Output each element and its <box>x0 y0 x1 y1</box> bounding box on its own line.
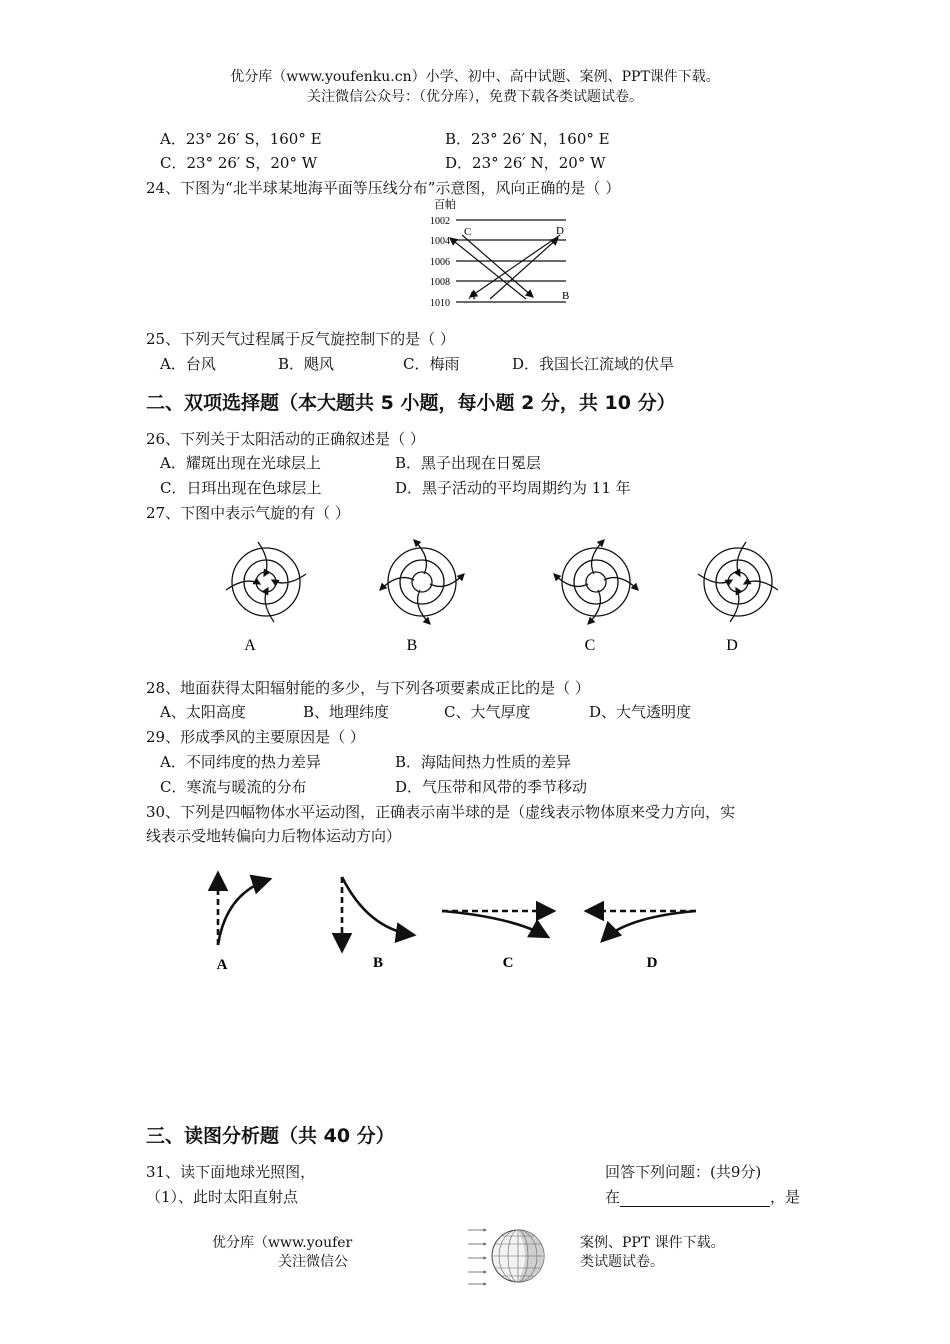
cyclone-label-a: A <box>244 637 256 654</box>
q23-option-b: B．23° 26′ N，160° E <box>445 130 610 148</box>
isobar-level-1006: 1006 <box>430 257 450 268</box>
section-2-title: 二、双项选择题（本大题共 5 小题，每小题 2 分，共 10 分） <box>146 392 676 414</box>
deflection-figure-d <box>586 911 696 941</box>
deflection-figure-c <box>442 911 554 937</box>
q23-option-a: A．23° 26′ S，160° E <box>160 130 322 148</box>
q29-option-c: C．寒流与暖流的分布 <box>160 778 307 796</box>
q26-option-d: D．黑子活动的平均周期约为 11 年 <box>395 479 631 497</box>
footer-line-1-right: 案例、PPT 课件下载。 <box>580 1235 725 1251</box>
q31-sub1-in: 在 <box>605 1188 621 1206</box>
section-3-title: 三、读图分析题（共 40 分） <box>146 1125 395 1147</box>
q28-option-a: A、太阳高度 <box>160 703 246 721</box>
q28-option-c: C、大气厚度 <box>444 703 531 721</box>
deflection-label-c: C <box>502 955 514 971</box>
q31-sub1-end: ，是 <box>770 1188 801 1206</box>
q24-stem: 24、下图为“北半球某地海平面等压线分布”示意图，风向正确的是（ ） <box>146 179 621 197</box>
q25-option-b: B．飓风 <box>278 355 335 373</box>
q25-option-d: D．我国长江流域的伏旱 <box>512 355 675 373</box>
globe <box>492 1230 544 1282</box>
q28-option-d: D、大气透明度 <box>589 703 692 721</box>
q25-option-c: C．梅雨 <box>403 355 460 373</box>
q29-option-a: A．不同纬度的热力差异 <box>160 753 321 771</box>
deflection-figures <box>200 865 720 975</box>
q31-stem-right: 回答下列问题：(共9分) <box>605 1163 762 1181</box>
q30-stem-line-2: 线表示受地转偏向力后物体运动方向） <box>146 827 402 845</box>
arrow-to-c <box>450 238 526 299</box>
q31-sub1-right <box>605 1186 800 1207</box>
cyclone-label-c: C <box>584 637 596 654</box>
q23-option-c: C．23° 26′ S，20° W <box>160 154 318 172</box>
isobar-level-1010: 1010 <box>430 298 450 309</box>
footer-line-2-right: 类试题试卷。 <box>580 1254 664 1270</box>
q25-stem: 25、下列天气过程属于反气旋控制下的是（ ） <box>146 330 455 348</box>
q26-option-b: B．黑子出现在日冕层 <box>395 454 542 472</box>
earth-illumination-figure <box>462 1222 550 1292</box>
q28-stem: 28、地面获得太阳辐射能的多少，与下列各项要素成正比的是（ ） <box>146 679 590 697</box>
cyclone-label-b: B <box>406 637 418 654</box>
q25-option-a: A．台风 <box>160 355 216 373</box>
deflection-label-d: D <box>646 955 658 971</box>
q29-stem: 29、形成季风的主要原因是（ ） <box>146 728 365 746</box>
q26-option-a: A．耀斑出现在光球层上 <box>160 454 321 472</box>
q31-stem-left: 31、读下面地球光照图， <box>146 1163 316 1181</box>
q30-stem-line-1: 30、下列是四幅物体水平运动图，正确表示南半球的是（虚线表示物体原来受力方向，实 <box>146 803 736 821</box>
cyclone-figure-d <box>698 542 778 622</box>
q23-option-d: D．23° 26′ N，20° W <box>445 154 606 172</box>
isobar-level-1002: 1002 <box>430 216 450 227</box>
arrow-d-to-a <box>470 235 560 297</box>
label-a: A <box>468 290 476 302</box>
footer-line-2-left: 关注微信公 <box>278 1254 348 1270</box>
q27-stem: 27、下图中表示气旋的有（ ） <box>146 504 350 522</box>
q29-option-d: D．气压带和风带的季节移动 <box>395 778 588 796</box>
header-line-1: 优分库（www.youfenku.cn）小学、初中、高中试题、案例、PPT课件下载。 <box>230 69 720 85</box>
isobar-unit: 百帕 <box>434 199 456 211</box>
isobar-level-1008: 1008 <box>430 277 450 288</box>
q28-option-b: B、地理纬度 <box>303 703 390 721</box>
q29-option-b: B．海陆间热力性质的差异 <box>395 753 572 771</box>
cyclone-label-d: D <box>726 637 738 654</box>
isobar-diagram <box>420 198 580 310</box>
deflection-label-b: B <box>372 955 384 971</box>
cyclone-figure-a <box>226 542 306 622</box>
cyclone-figure-b <box>380 540 464 624</box>
deflection-figure-b <box>342 877 414 951</box>
header-line-2: 关注微信公众号：（优分库），免费下载各类试题试卷。 <box>307 89 643 105</box>
isobar-level-1004: 1004 <box>430 236 450 247</box>
deflection-figure-a <box>218 873 270 945</box>
q26-option-c: C．日珥出现在色球层上 <box>160 479 322 497</box>
answer-blank[interactable] <box>620 1190 770 1207</box>
label-b: B <box>562 290 570 302</box>
cyclone-figure-c <box>554 540 638 624</box>
footer-line-1-left: 优分库（www.youfer <box>212 1235 353 1251</box>
q26-stem: 26、下列关于太阳活动的正确叙述是（ ） <box>146 430 425 448</box>
q31-sub1-left: （1）、此时太阳直射点 <box>146 1188 299 1206</box>
label-c: C <box>464 226 472 238</box>
label-d: D <box>556 225 564 237</box>
arrow-c-to-b <box>462 235 533 297</box>
deflection-label-a: A <box>216 957 228 973</box>
cyclone-figures <box>200 530 800 660</box>
